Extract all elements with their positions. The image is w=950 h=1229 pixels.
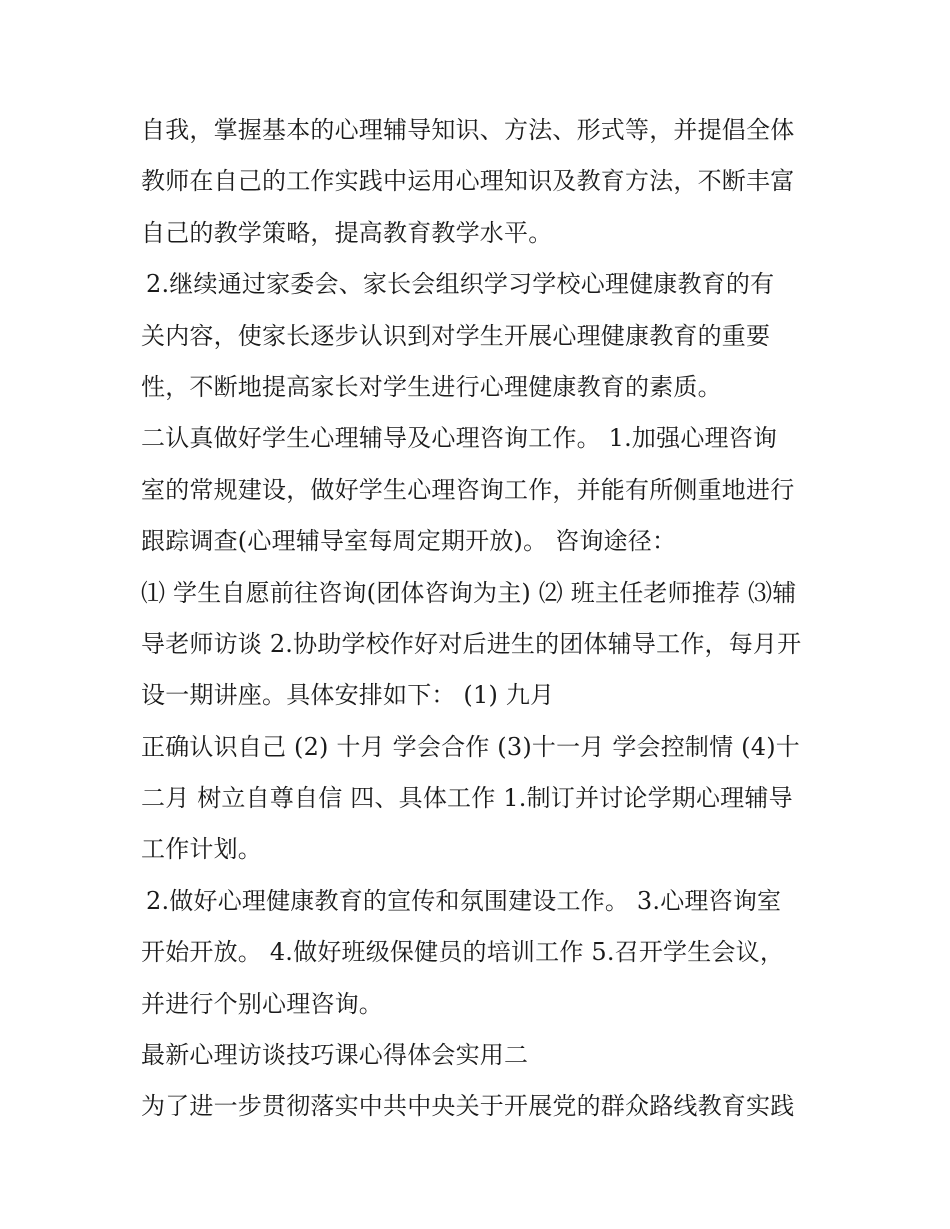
section-heading-line: 二认真做好学生心理辅导及心理咨询工作。 1.加强心理咨询 [141, 424, 778, 453]
text-line: 设一期讲座。具体安排如下： (1) 九月 [141, 681, 555, 710]
text-line: 自己的教学策略，提高教育教学水平。 [141, 218, 553, 247]
text-line: 开始开放。 4.做好班级保健员的培训工作 5.召开学生会议， [141, 938, 785, 967]
text-line: 跟踪调查(心理辅导室每周定期开放)。 咨询途径： [141, 527, 677, 556]
text-line: 为了进一步贯彻落实中共中央关于开展党的群众路线教育实践 [141, 1092, 795, 1121]
body-text [141, 105, 821, 1133]
text-line: 2.做好心理健康教育的宣传和氛围建设工作。 3.心理咨询室 [146, 886, 782, 915]
text-line: 正确认识自己 (2) 十月 学会合作 (3)十一月 学会控制情 (4)十 [141, 732, 800, 761]
text-line: 2.继续通过家委会、家长会组织学习学校心理健康教育的有 [146, 270, 775, 299]
text-line: ⑴ 学生自愿前往咨询(团体咨询为主) ⑵ 班主任老师推荐 ⑶辅 [141, 578, 797, 607]
text-line: 性，不断地提高家长对学生进行心理健康教育的素质。 [141, 372, 722, 401]
text-line: 二月 树立自尊自信 四、具体工作 1.制订并讨论学期心理辅导 [141, 784, 793, 813]
text-line: 工作计划。 [141, 835, 262, 864]
article-title: 最新心理访谈技巧课心得体会实用二 [141, 1041, 529, 1070]
text-line: 教师在自己的工作实践中运用心理知识及教育方法，不断丰富 [141, 167, 795, 196]
text-line: 并进行个别心理咨询。 [141, 989, 383, 1018]
text-line: 导老师访谈 2.协助学校作好对后进生的团体辅导工作，每月开 [141, 629, 802, 658]
text-line: 室的常规建设，做好学生心理咨询工作，并能有所侧重地进行 [141, 475, 795, 504]
text-line: 自我，掌握基本的心理辅导知识、方法、形式等，并提倡全体 [141, 116, 795, 144]
text-line: 关内容，使家长逐步认识到对学生开展心理健康教育的重要 [141, 321, 771, 350]
